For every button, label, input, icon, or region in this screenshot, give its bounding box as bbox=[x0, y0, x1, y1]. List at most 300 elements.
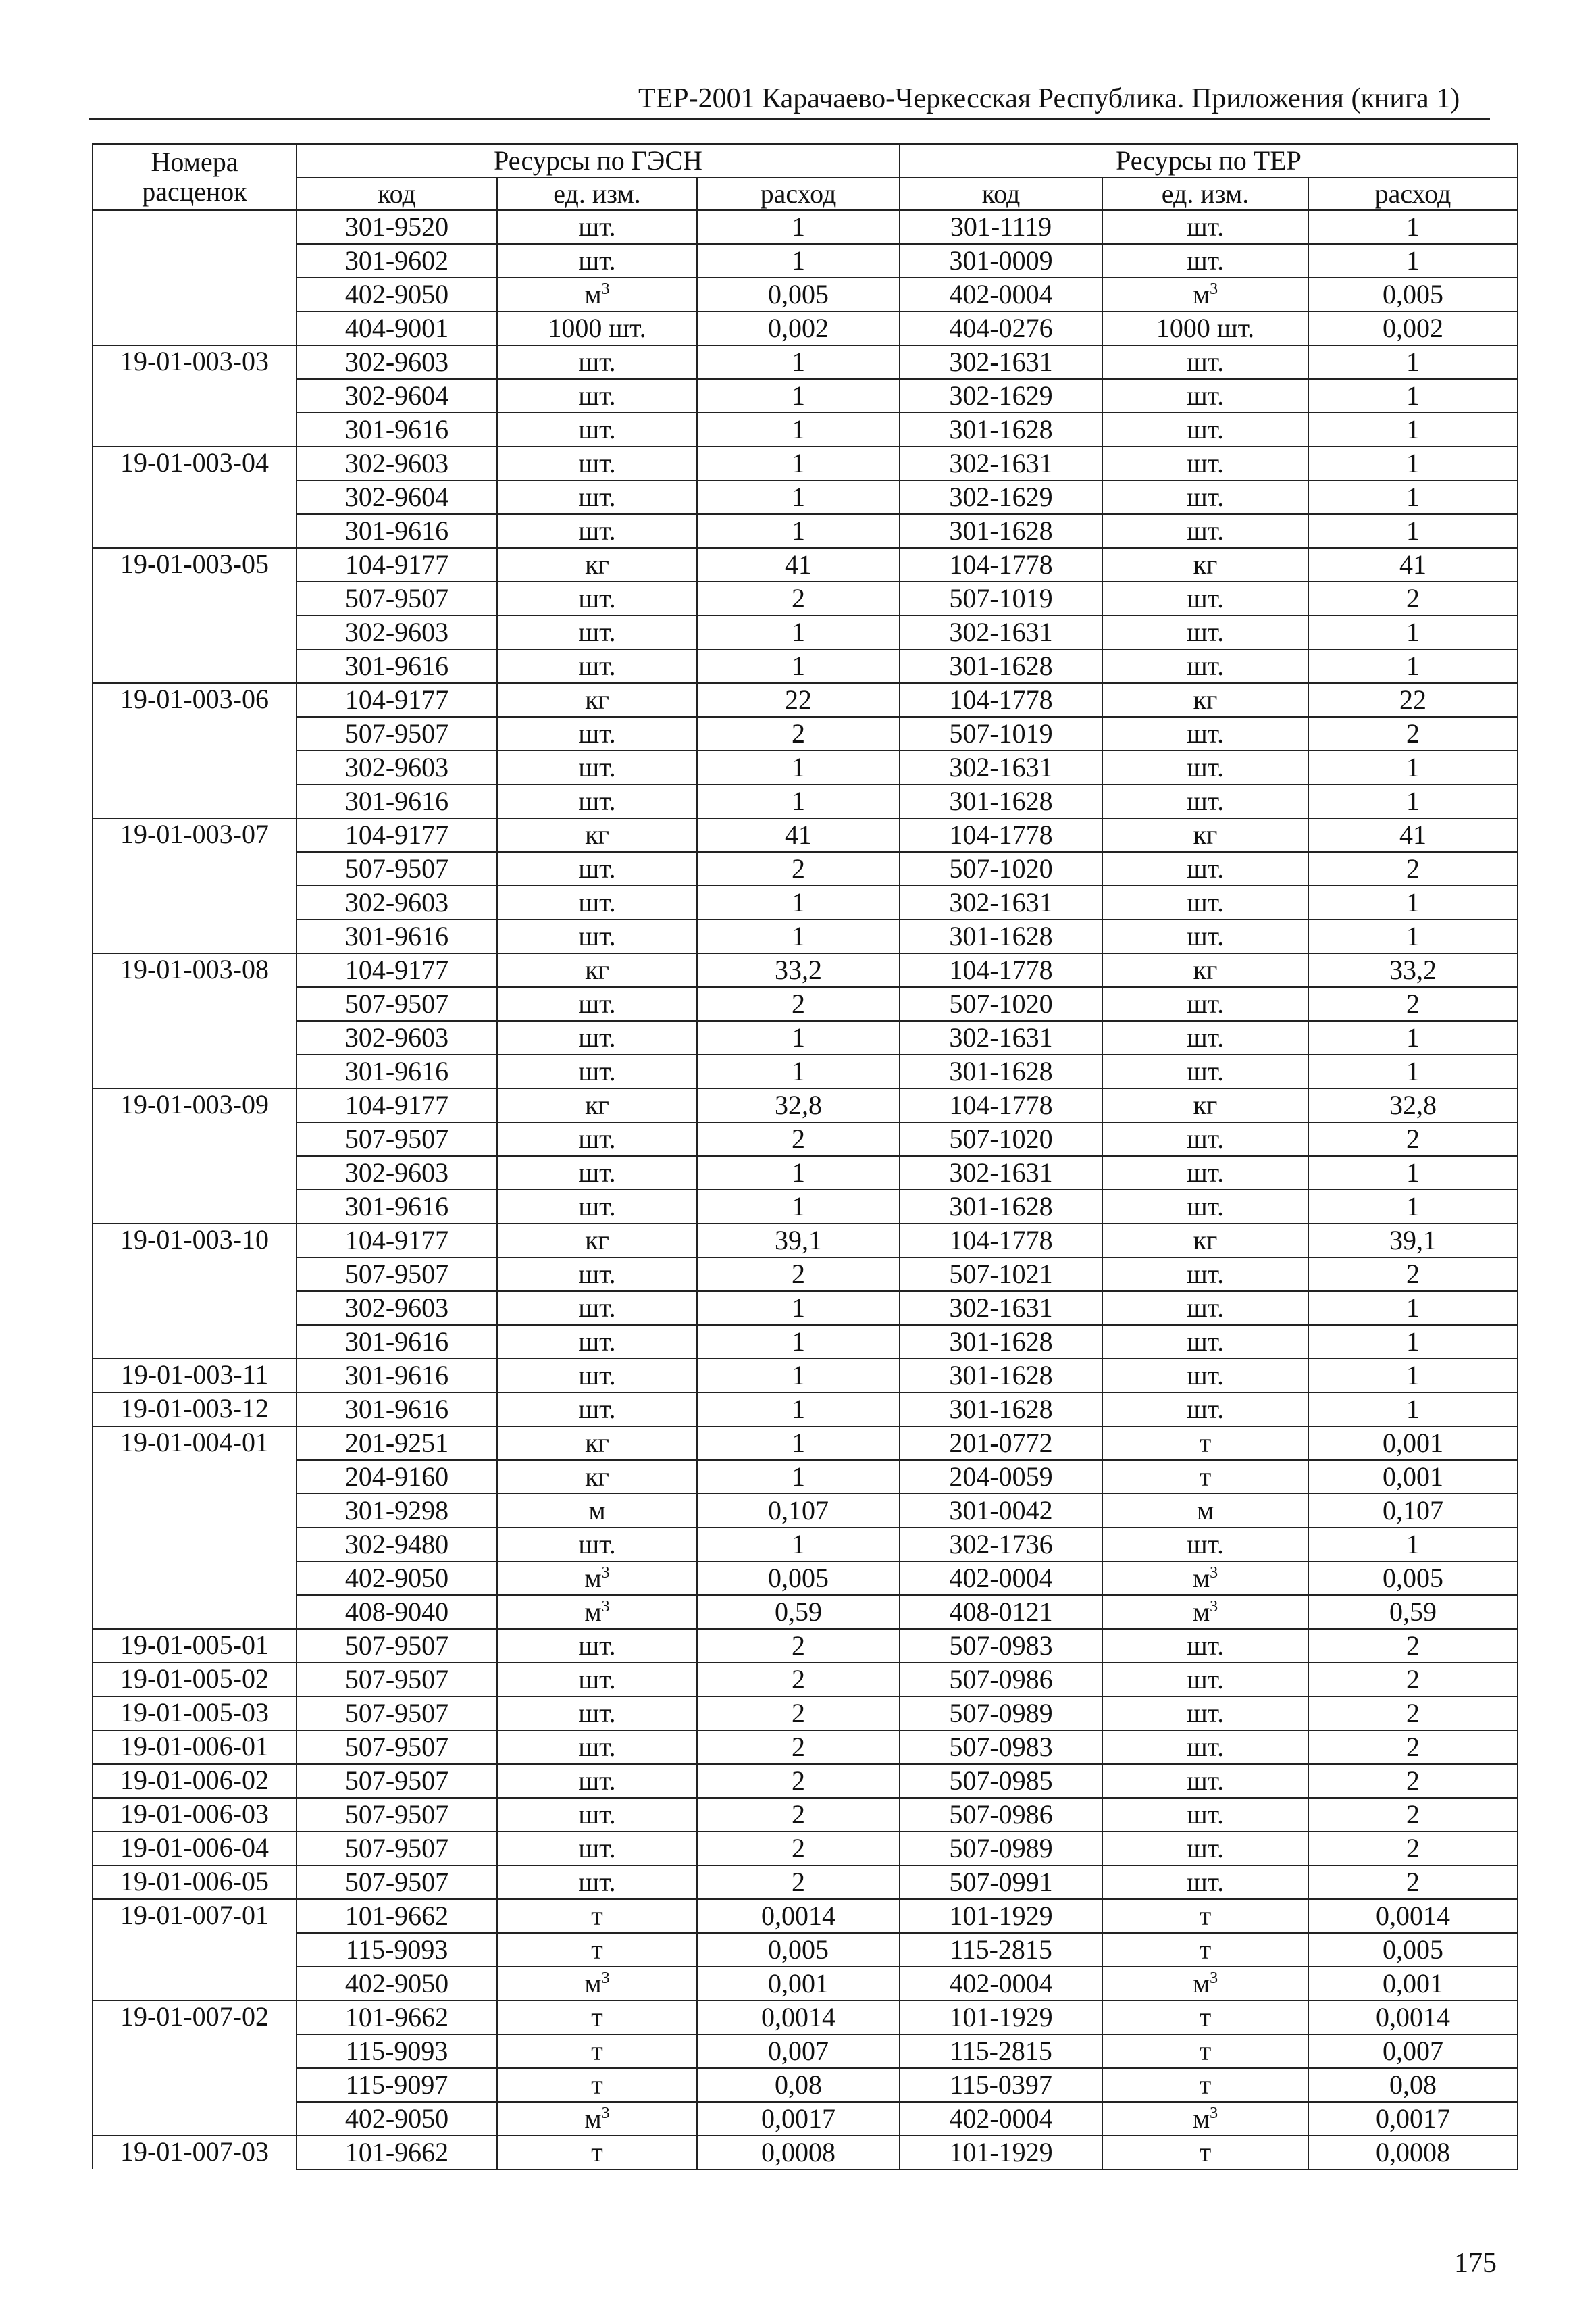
gesn-code-cell: 101-9662 bbox=[297, 1899, 497, 1933]
gesn-code-cell: 302-9604 bbox=[297, 480, 497, 514]
table-row bbox=[93, 953, 1518, 987]
table-row bbox=[93, 1122, 1518, 1156]
gesn-amount-cell: 1 bbox=[697, 345, 900, 379]
ter-code-cell: 402-0004 bbox=[900, 278, 1102, 311]
gesn-amount-cell: 2 bbox=[697, 1122, 900, 1156]
ter-amount-cell: 1 bbox=[1308, 615, 1518, 649]
gesn-unit-cell: шт. bbox=[497, 210, 697, 244]
ter-amount-cell: 0,002 bbox=[1308, 311, 1518, 345]
ter-unit-cell: т bbox=[1102, 1460, 1308, 1494]
ter-amount-cell: 1 bbox=[1308, 649, 1518, 683]
ter-amount-cell: 1 bbox=[1308, 1190, 1518, 1224]
ter-code-cell: 302-1631 bbox=[900, 615, 1102, 649]
gesn-amount-cell: 0,0014 bbox=[697, 2001, 900, 2034]
gesn-unit-cell: шт. bbox=[497, 615, 697, 649]
gesn-amount-cell: 1 bbox=[697, 210, 900, 244]
gesn-amount-cell: 41 bbox=[697, 548, 900, 582]
ter-code-cell: 101-1929 bbox=[900, 2136, 1102, 2169]
ter-unit-cell: шт. bbox=[1102, 1291, 1308, 1325]
ter-amount-cell: 0,59 bbox=[1308, 1595, 1518, 1629]
rate-number-cell: 19-01-003-05 bbox=[93, 548, 297, 683]
ter-code-cell: 301-1628 bbox=[900, 649, 1102, 683]
ter-amount-cell: 1 bbox=[1308, 447, 1518, 480]
page-header-title: ТЕР-2001 Карачаево-Черкесская Республика. Приложения (книга 1) bbox=[638, 83, 1460, 114]
gesn-unit-cell: $м^3$ bbox=[497, 1561, 697, 1595]
rate-number-cell: 19-01-005-01 bbox=[93, 1629, 297, 1663]
gesn-amount-cell: 0,107 bbox=[697, 1494, 900, 1528]
gesn-code-cell: 115-9093 bbox=[297, 1933, 497, 1967]
gesn-code-cell: 404-9001 bbox=[297, 311, 497, 345]
ter-unit-cell: шт. bbox=[1102, 852, 1308, 886]
gesn-unit-cell: шт. bbox=[497, 1257, 697, 1291]
gesn-amount-cell: 39,1 bbox=[697, 1224, 900, 1257]
ter-code-cell: 104-1778 bbox=[900, 683, 1102, 717]
gesn-amount-cell: 2 bbox=[697, 1764, 900, 1798]
ter-amount-cell: 1 bbox=[1308, 1528, 1518, 1561]
table-row bbox=[93, 1798, 1518, 1832]
table-row bbox=[93, 2136, 1518, 2169]
table-row bbox=[93, 1325, 1518, 1359]
table-row bbox=[93, 379, 1518, 413]
ter-amount-cell: 2 bbox=[1308, 1663, 1518, 1696]
ter-unit-cell: т bbox=[1102, 2068, 1308, 2102]
table-row bbox=[93, 1291, 1518, 1325]
ter-unit-cell: 1000 шт. bbox=[1102, 311, 1308, 345]
gesn-unit-cell: шт. bbox=[497, 717, 697, 751]
ter-code-cell: 101-1929 bbox=[900, 2001, 1102, 2034]
gesn-unit-cell: 1000 шт. bbox=[497, 311, 697, 345]
ter-unit-cell: шт. bbox=[1102, 379, 1308, 413]
gesn-code-cell: 507-9507 bbox=[297, 717, 497, 751]
ter-amount-cell: 2 bbox=[1308, 1832, 1518, 1865]
gesn-code-cell: 301-9616 bbox=[297, 413, 497, 447]
ter-unit-cell: шт. bbox=[1102, 784, 1308, 818]
gesn-code-cell: 115-9093 bbox=[297, 2034, 497, 2068]
table-row bbox=[93, 582, 1518, 615]
gesn-code-cell: 301-9520 bbox=[297, 210, 497, 244]
ter-code-cell: 408-0121 bbox=[900, 1595, 1102, 1629]
ter-amount-cell: 41 bbox=[1308, 548, 1518, 582]
gesn-unit-cell: т bbox=[497, 2068, 697, 2102]
table-header bbox=[93, 144, 1518, 210]
gesn-amount-cell: 1 bbox=[697, 920, 900, 953]
ter-code-cell: 104-1778 bbox=[900, 953, 1102, 987]
ter-unit-cell: шт. bbox=[1102, 1156, 1308, 1190]
ter-code-cell: 104-1778 bbox=[900, 1088, 1102, 1122]
gesn-amount-cell: 1 bbox=[697, 1359, 900, 1392]
ter-unit-cell: $м^3$ bbox=[1102, 1967, 1308, 2001]
gesn-amount-cell: 2 bbox=[697, 1798, 900, 1832]
unit-superscript: 3 bbox=[601, 1598, 610, 1615]
table-row bbox=[93, 1832, 1518, 1865]
gesn-amount-cell: 1 bbox=[697, 784, 900, 818]
gesn-amount-cell: 0,005 bbox=[697, 1933, 900, 1967]
ter-amount-cell: 2 bbox=[1308, 717, 1518, 751]
table-row bbox=[93, 1494, 1518, 1528]
gesn-code-cell: 201-9251 bbox=[297, 1426, 497, 1460]
gesn-unit-cell: шт. bbox=[497, 345, 697, 379]
ter-unit-cell: $м^3$ bbox=[1102, 1595, 1308, 1629]
ter-code-cell: 402-0004 bbox=[900, 1967, 1102, 2001]
gesn-unit-cell: кг bbox=[497, 953, 697, 987]
ter-amount-cell: 2 bbox=[1308, 1798, 1518, 1832]
ter-code-cell: 301-1628 bbox=[900, 1055, 1102, 1088]
ter-amount-cell: 0,001 bbox=[1308, 1967, 1518, 2001]
rate-number-cell: 19-01-005-03 bbox=[93, 1696, 297, 1730]
gesn-unit-cell: шт. bbox=[497, 1359, 697, 1392]
ter-amount-cell: 32,8 bbox=[1308, 1088, 1518, 1122]
rate-number-cell: 19-01-006-01 bbox=[93, 1730, 297, 1764]
ter-unit-cell: кг bbox=[1102, 1088, 1308, 1122]
gesn-amount-cell: 2 bbox=[697, 1257, 900, 1291]
gesn-amount-cell: 1 bbox=[697, 1291, 900, 1325]
subheader-row bbox=[93, 178, 1518, 210]
gesn-code-cell: 507-9507 bbox=[297, 1832, 497, 1865]
rate-number-cell: 19-01-003-12 bbox=[93, 1392, 297, 1426]
ter-unit-cell: кг bbox=[1102, 953, 1308, 987]
gesn-code-cell: 507-9507 bbox=[297, 1798, 497, 1832]
rate-number-cell: 19-01-006-03 bbox=[93, 1798, 297, 1832]
ter-code-cell: 115-2815 bbox=[900, 2034, 1102, 2068]
gesn-code-cell: 302-9603 bbox=[297, 1021, 497, 1055]
gesn-amount-cell: 1 bbox=[697, 649, 900, 683]
ter-code-cell: 301-1628 bbox=[900, 784, 1102, 818]
table-row bbox=[93, 1663, 1518, 1696]
ter-unit-cell: т bbox=[1102, 2034, 1308, 2068]
gesn-code-cell: 104-9177 bbox=[297, 1224, 497, 1257]
ter-code-cell: 507-1019 bbox=[900, 717, 1102, 751]
gesn-amount-cell: 2 bbox=[697, 852, 900, 886]
ter-code-cell: 402-0004 bbox=[900, 2102, 1102, 2136]
ter-code-cell: 507-0989 bbox=[900, 1832, 1102, 1865]
gesn-amount-cell: 2 bbox=[697, 582, 900, 615]
table-row bbox=[93, 210, 1518, 244]
table-row bbox=[93, 1088, 1518, 1122]
gesn-unit-cell: шт. bbox=[497, 1764, 697, 1798]
ter-amount-cell: 1 bbox=[1308, 210, 1518, 244]
ter-amount-cell: 1 bbox=[1308, 345, 1518, 379]
ter-unit-cell: шт. bbox=[1102, 886, 1308, 920]
gesn-amount-cell: 0,0008 bbox=[697, 2136, 900, 2169]
gesn-amount-cell: 1 bbox=[697, 1325, 900, 1359]
gesn-unit-cell: шт. bbox=[497, 413, 697, 447]
gesn-code-cell: 507-9507 bbox=[297, 1764, 497, 1798]
table-row bbox=[93, 1967, 1518, 2001]
gesn-amount-cell: 2 bbox=[697, 1663, 900, 1696]
gesn-unit-cell: $м^3$ bbox=[497, 278, 697, 311]
gesn-code-cell: 402-9050 bbox=[297, 2102, 497, 2136]
table-row bbox=[93, 886, 1518, 920]
gesn-code-cell: 204-9160 bbox=[297, 1460, 497, 1494]
ter-amount-cell: 1 bbox=[1308, 480, 1518, 514]
unit-superscript: 3 bbox=[601, 1969, 610, 1987]
ter-unit-cell: кг bbox=[1102, 683, 1308, 717]
ter-amount-cell: 2 bbox=[1308, 1257, 1518, 1291]
ter-amount-cell: 22 bbox=[1308, 683, 1518, 717]
ter-amount-cell: 1 bbox=[1308, 1291, 1518, 1325]
subheader-cell: код bbox=[297, 178, 497, 210]
gesn-amount-cell: 41 bbox=[697, 818, 900, 852]
gesn-unit-cell: т bbox=[497, 2136, 697, 2169]
gesn-unit-cell: т bbox=[497, 1933, 697, 1967]
table-row bbox=[93, 278, 1518, 311]
gesn-amount-cell: 1 bbox=[697, 751, 900, 784]
unit-superscript: 3 bbox=[601, 2105, 610, 2122]
table-row bbox=[93, 514, 1518, 548]
gesn-unit-cell: шт. bbox=[497, 1021, 697, 1055]
gesn-code-cell: 507-9507 bbox=[297, 1730, 497, 1764]
ter-unit-cell: т bbox=[1102, 2136, 1308, 2169]
rate-number-cell: 19-01-003-10 bbox=[93, 1224, 297, 1359]
gesn-unit-cell: шт. bbox=[497, 480, 697, 514]
ter-code-cell: 301-1119 bbox=[900, 210, 1102, 244]
ter-unit-cell: шт. bbox=[1102, 751, 1308, 784]
table-row bbox=[93, 1359, 1518, 1392]
gesn-code-cell: 104-9177 bbox=[297, 548, 497, 582]
table-row bbox=[93, 2001, 1518, 2034]
ter-code-cell: 301-1628 bbox=[900, 413, 1102, 447]
ter-amount-cell: 2 bbox=[1308, 1865, 1518, 1899]
gesn-amount-cell: 0,59 bbox=[697, 1595, 900, 1629]
ter-unit-cell: шт. bbox=[1102, 1730, 1308, 1764]
table-row bbox=[93, 615, 1518, 649]
gesn-unit-cell: шт. bbox=[497, 1190, 697, 1224]
gesn-unit-cell: $м^3$ bbox=[497, 2102, 697, 2136]
table-row bbox=[93, 1392, 1518, 1426]
gesn-amount-cell: 0,007 bbox=[697, 2034, 900, 2068]
ter-amount-cell: 1 bbox=[1308, 1325, 1518, 1359]
gesn-unit-cell: шт. bbox=[497, 582, 697, 615]
table-row bbox=[93, 244, 1518, 278]
subheader-cell: расход bbox=[697, 178, 900, 210]
gesn-code-cell: 507-9507 bbox=[297, 1122, 497, 1156]
gesn-amount-cell: 0,0014 bbox=[697, 1899, 900, 1933]
gesn-amount-cell: 1 bbox=[697, 1392, 900, 1426]
ter-amount-cell: 2 bbox=[1308, 987, 1518, 1021]
gesn-code-cell: 507-9507 bbox=[297, 1257, 497, 1291]
ter-code-cell: 507-1020 bbox=[900, 987, 1102, 1021]
gesn-code-cell: 301-9616 bbox=[297, 1359, 497, 1392]
table-row bbox=[93, 1156, 1518, 1190]
gesn-amount-cell: 1 bbox=[697, 447, 900, 480]
rate-number-cell: 19-01-007-02 bbox=[93, 2001, 297, 2136]
table-row bbox=[93, 987, 1518, 1021]
ter-amount-cell: 1 bbox=[1308, 784, 1518, 818]
gesn-amount-cell: 0,002 bbox=[697, 311, 900, 345]
gesn-unit-cell: шт. bbox=[497, 1325, 697, 1359]
ter-unit-cell: шт. bbox=[1102, 210, 1308, 244]
gesn-code-cell: 302-9604 bbox=[297, 379, 497, 413]
gesn-code-cell: 301-9298 bbox=[297, 1494, 497, 1528]
ter-code-cell: 507-1021 bbox=[900, 1257, 1102, 1291]
ter-unit-cell: шт. bbox=[1102, 1122, 1308, 1156]
ter-code-cell: 101-1929 bbox=[900, 1899, 1102, 1933]
ter-unit-cell: шт. bbox=[1102, 1325, 1308, 1359]
gesn-unit-cell: кг bbox=[497, 1224, 697, 1257]
gesn-code-cell: 507-9507 bbox=[297, 1865, 497, 1899]
ter-unit-cell: шт. bbox=[1102, 1190, 1308, 1224]
rate-number-cell: 19-01-007-01 bbox=[93, 1899, 297, 2001]
ter-code-cell: 302-1629 bbox=[900, 480, 1102, 514]
ter-code-cell: 507-1020 bbox=[900, 1122, 1102, 1156]
rate-number-cell bbox=[93, 210, 297, 345]
ter-unit-cell: шт. bbox=[1102, 244, 1308, 278]
gesn-unit-cell: кг bbox=[497, 683, 697, 717]
unit-superscript: 3 bbox=[1210, 2105, 1218, 2122]
table-row bbox=[93, 345, 1518, 379]
ter-code-cell: 201-0772 bbox=[900, 1426, 1102, 1460]
ter-code-cell: 204-0059 bbox=[900, 1460, 1102, 1494]
gesn-amount-cell: 1 bbox=[697, 514, 900, 548]
ter-amount-cell: 33,2 bbox=[1308, 953, 1518, 987]
table-row bbox=[93, 1899, 1518, 1933]
gesn-amount-cell: 0,005 bbox=[697, 1561, 900, 1595]
ter-amount-cell: 0,007 bbox=[1308, 2034, 1518, 2068]
gesn-code-cell: 115-9097 bbox=[297, 2068, 497, 2102]
ter-amount-cell: 2 bbox=[1308, 1730, 1518, 1764]
gesn-unit-cell: т bbox=[497, 1899, 697, 1933]
gesn-code-cell: 301-9616 bbox=[297, 1190, 497, 1224]
ter-unit-cell: кг bbox=[1102, 1224, 1308, 1257]
ter-unit-cell: $м^3$ bbox=[1102, 1561, 1308, 1595]
ter-code-cell: 507-0989 bbox=[900, 1696, 1102, 1730]
gesn-unit-cell: кг bbox=[497, 818, 697, 852]
gesn-amount-cell: 2 bbox=[697, 1832, 900, 1865]
gesn-unit-cell: шт. bbox=[497, 1798, 697, 1832]
gesn-amount-cell: 1 bbox=[697, 480, 900, 514]
ter-amount-cell: 2 bbox=[1308, 582, 1518, 615]
ter-unit-cell: шт. bbox=[1102, 1392, 1308, 1426]
gesn-code-cell: 302-9603 bbox=[297, 886, 497, 920]
ter-unit-cell: шт. bbox=[1102, 1663, 1308, 1696]
ter-code-cell: 302-1631 bbox=[900, 1021, 1102, 1055]
ter-code-cell: 507-0985 bbox=[900, 1764, 1102, 1798]
ter-code-cell: 507-0986 bbox=[900, 1798, 1102, 1832]
table-row bbox=[93, 548, 1518, 582]
rate-number-cell: 19-01-006-04 bbox=[93, 1832, 297, 1865]
rate-number-cell: 19-01-006-05 bbox=[93, 1865, 297, 1899]
ter-unit-cell: $м^3$ bbox=[1102, 278, 1308, 311]
ter-amount-cell: 0,001 bbox=[1308, 1426, 1518, 1460]
gesn-amount-cell: 1 bbox=[697, 886, 900, 920]
ter-unit-cell: шт. bbox=[1102, 1832, 1308, 1865]
gesn-amount-cell: 1 bbox=[697, 244, 900, 278]
gesn-code-cell: 408-9040 bbox=[297, 1595, 497, 1629]
table-row bbox=[93, 1595, 1518, 1629]
table-row bbox=[93, 784, 1518, 818]
ter-unit-cell: шт. bbox=[1102, 1865, 1308, 1899]
gesn-amount-cell: 2 bbox=[697, 1629, 900, 1663]
unit-superscript: 3 bbox=[1210, 1969, 1218, 1987]
ter-code-cell: 404-0276 bbox=[900, 311, 1102, 345]
unit-superscript: 3 bbox=[601, 280, 610, 298]
ter-code-cell: 507-1020 bbox=[900, 852, 1102, 886]
ter-code-cell: 302-1631 bbox=[900, 447, 1102, 480]
ter-amount-cell: 1 bbox=[1308, 751, 1518, 784]
gesn-unit-cell: т bbox=[497, 2034, 697, 2068]
gesn-code-cell: 301-9616 bbox=[297, 920, 497, 953]
ter-unit-cell: шт. bbox=[1102, 1528, 1308, 1561]
gesn-amount-cell: 1 bbox=[697, 1190, 900, 1224]
ter-unit-cell: шт. bbox=[1102, 1696, 1308, 1730]
gesn-code-cell: 507-9507 bbox=[297, 582, 497, 615]
ter-unit-cell: шт. bbox=[1102, 615, 1308, 649]
ter-code-cell: 301-1628 bbox=[900, 1392, 1102, 1426]
gesn-unit-cell: т bbox=[497, 2001, 697, 2034]
gesn-unit-cell: шт. bbox=[497, 379, 697, 413]
ter-unit-cell: шт. bbox=[1102, 514, 1308, 548]
gesn-amount-cell: 1 bbox=[697, 413, 900, 447]
gesn-amount-cell: 32,8 bbox=[697, 1088, 900, 1122]
ter-amount-cell: 1 bbox=[1308, 379, 1518, 413]
gesn-code-cell: 507-9507 bbox=[297, 852, 497, 886]
table-row bbox=[93, 1865, 1518, 1899]
rates-column-label: Номера расценок bbox=[142, 147, 247, 207]
gesn-code-cell: 302-9603 bbox=[297, 1291, 497, 1325]
ter-unit-cell: $м^3$ bbox=[1102, 2102, 1308, 2136]
ter-code-cell: 115-2815 bbox=[900, 1933, 1102, 1967]
table-row bbox=[93, 1528, 1518, 1561]
ter-unit-cell: шт. bbox=[1102, 987, 1308, 1021]
table-row bbox=[93, 2068, 1518, 2102]
ter-code-cell: 301-1628 bbox=[900, 514, 1102, 548]
gesn-amount-cell: 1 bbox=[697, 1055, 900, 1088]
ter-amount-cell: 2 bbox=[1308, 1764, 1518, 1798]
ter-unit-cell: т bbox=[1102, 1933, 1308, 1967]
ter-amount-cell: 39,1 bbox=[1308, 1224, 1518, 1257]
rate-number-cell: 19-01-005-02 bbox=[93, 1663, 297, 1696]
ter-amount-cell: 2 bbox=[1308, 1122, 1518, 1156]
gesn-code-cell: 302-9603 bbox=[297, 751, 497, 784]
table-row bbox=[93, 1055, 1518, 1088]
ter-amount-cell: 0,005 bbox=[1308, 278, 1518, 311]
ter-code-cell: 104-1778 bbox=[900, 548, 1102, 582]
table-row bbox=[93, 311, 1518, 345]
gesn-unit-cell: шт. bbox=[497, 1865, 697, 1899]
gesn-code-cell: 301-9616 bbox=[297, 649, 497, 683]
table-row bbox=[93, 1224, 1518, 1257]
table-row bbox=[93, 447, 1518, 480]
ter-code-cell: 507-1019 bbox=[900, 582, 1102, 615]
gesn-amount-cell: 0,005 bbox=[697, 278, 900, 311]
gesn-code-cell: 402-9050 bbox=[297, 1967, 497, 2001]
ter-code-cell: 507-0983 bbox=[900, 1730, 1102, 1764]
gesn-code-cell: 302-9603 bbox=[297, 447, 497, 480]
ter-code-cell: 301-0009 bbox=[900, 244, 1102, 278]
ter-code-cell: 302-1631 bbox=[900, 886, 1102, 920]
gesn-group-header: Ресурсы по ГЭСН bbox=[297, 144, 900, 178]
gesn-amount-cell: 0,08 bbox=[697, 2068, 900, 2102]
table-row bbox=[93, 480, 1518, 514]
gesn-unit-cell: шт. bbox=[497, 1122, 697, 1156]
table-row bbox=[93, 1190, 1518, 1224]
ter-amount-cell: 1 bbox=[1308, 244, 1518, 278]
gesn-code-cell: 101-9662 bbox=[297, 2136, 497, 2169]
ter-amount-cell: 1 bbox=[1308, 886, 1518, 920]
table-row bbox=[93, 2102, 1518, 2136]
gesn-code-cell: 302-9480 bbox=[297, 1528, 497, 1561]
ter-unit-cell: шт. bbox=[1102, 582, 1308, 615]
rate-number-cell: 19-01-006-02 bbox=[93, 1764, 297, 1798]
gesn-unit-cell: $м^3$ bbox=[497, 1967, 697, 2001]
gesn-amount-cell: 2 bbox=[697, 1730, 900, 1764]
table-row bbox=[93, 1730, 1518, 1764]
table-row bbox=[93, 683, 1518, 717]
ter-unit-cell: шт. bbox=[1102, 1764, 1308, 1798]
ter-code-cell: 507-0991 bbox=[900, 1865, 1102, 1899]
rates-column-header bbox=[93, 144, 297, 210]
gesn-code-cell: 104-9177 bbox=[297, 953, 497, 987]
